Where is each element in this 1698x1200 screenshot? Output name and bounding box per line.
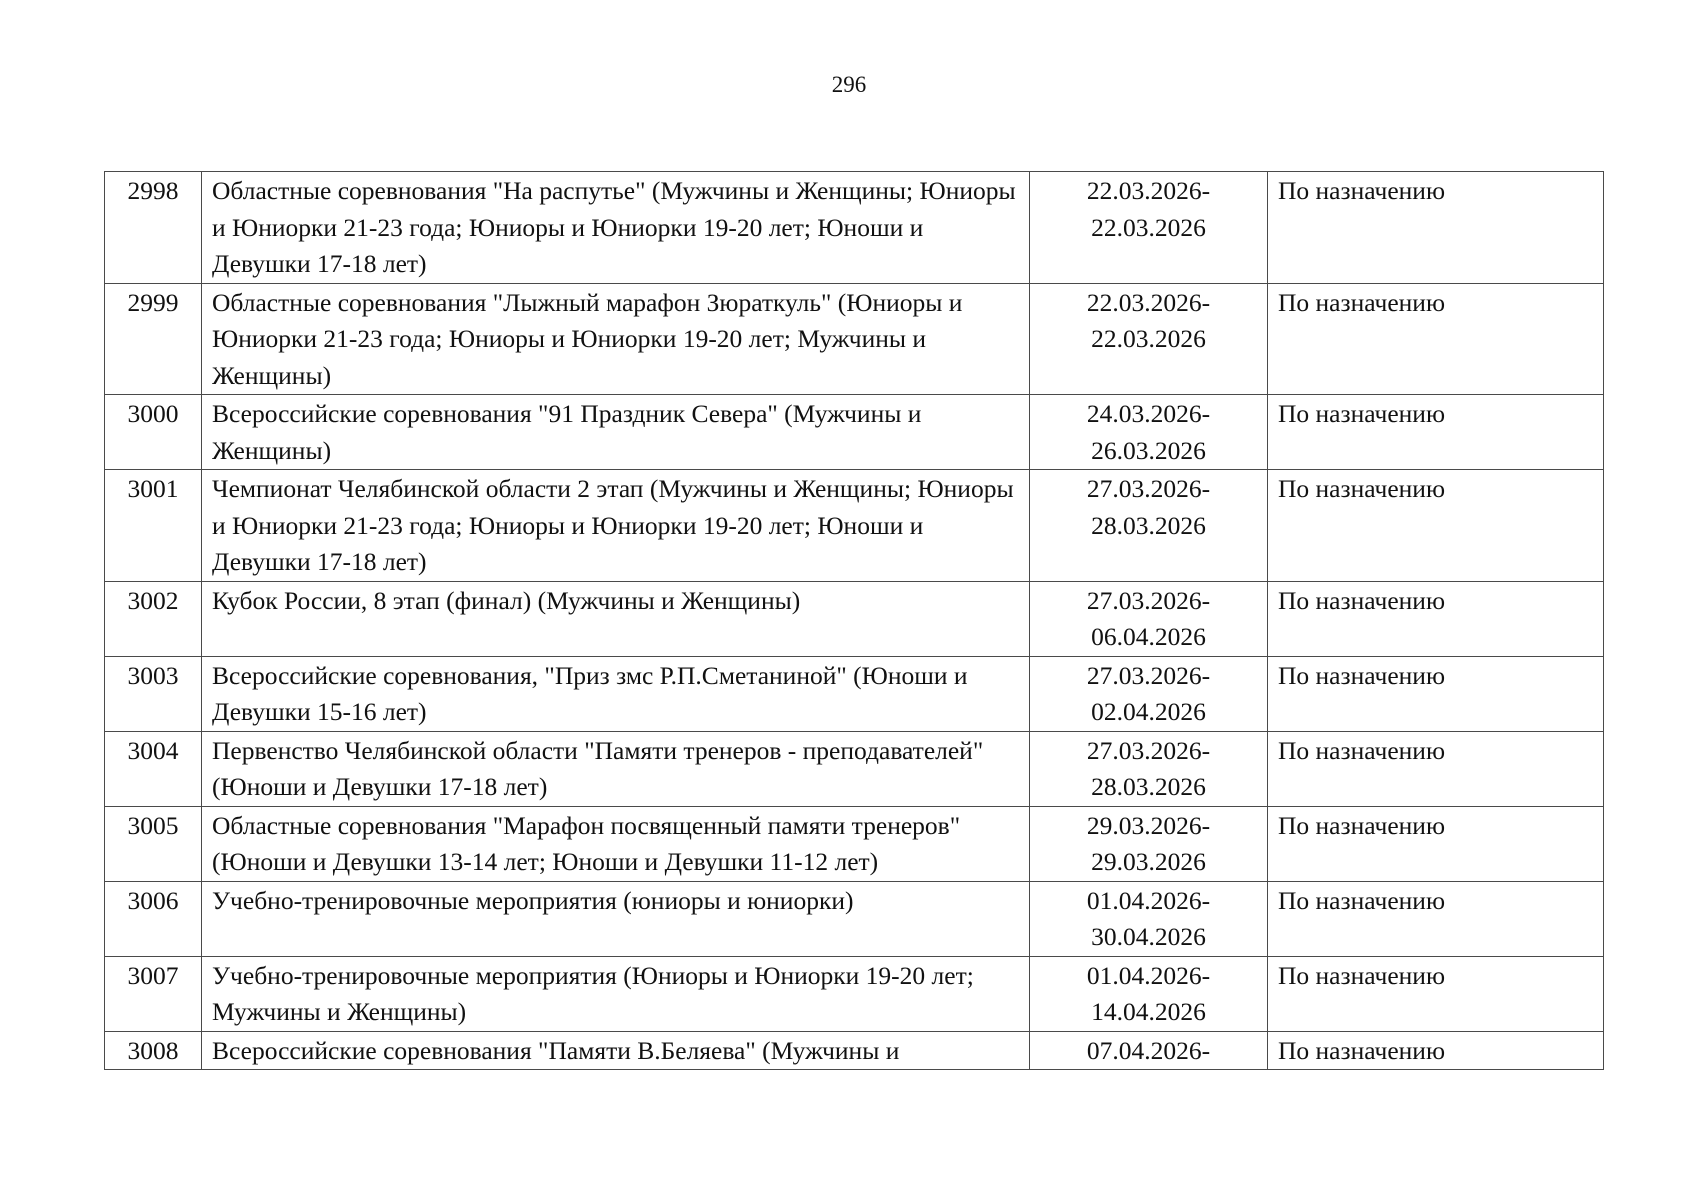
date-start: 27.03.2026- <box>1086 660 1211 690</box>
date-end: 02.04.2026 <box>1091 697 1206 726</box>
event-note: По назначению <box>1268 1031 1604 1070</box>
event-dates <box>1030 806 1268 881</box>
event-name: Чемпионат Челябинской области 2 этап (Мужчины и Женщины; Юниоры и Юниорки 21-23 года; Юниоры и Юниорки 19-20 лет; Юноши и Девушки 17-18 лет) <box>202 470 1030 582</box>
event-note: По назначению <box>1268 172 1604 284</box>
table-row <box>105 1031 1604 1070</box>
event-dates <box>1030 172 1268 284</box>
date-start: 29.03.2026- <box>1086 810 1211 840</box>
table-row <box>105 731 1604 806</box>
table-row <box>105 656 1604 731</box>
row-number: 3005 <box>105 806 202 881</box>
event-note: По назначению <box>1268 731 1604 806</box>
date-end: 29.03.2026 <box>1091 847 1206 876</box>
table-row <box>105 581 1604 656</box>
row-number: 3000 <box>105 395 202 470</box>
row-number: 3002 <box>105 581 202 656</box>
table-row <box>105 806 1604 881</box>
event-dates <box>1030 395 1268 470</box>
event-dates <box>1030 656 1268 731</box>
event-name: Областные соревнования "Марафон посвященный памяти тренеров" (Юноши и Девушки 13-14 лет; Юноши и Девушки 11-12 лет) <box>202 806 1030 881</box>
events-table <box>104 171 1604 1070</box>
event-name: Учебно-тренировочные мероприятия (Юниоры и Юниорки 19-20 лет; Мужчины и Женщины) <box>202 956 1030 1031</box>
date-end: 14.04.2026 <box>1091 997 1206 1026</box>
date-start: 07.04.2026- <box>1086 1035 1211 1065</box>
event-note: По назначению <box>1268 283 1604 395</box>
event-note: По назначению <box>1268 395 1604 470</box>
date-end: 22.03.2026 <box>1091 324 1206 353</box>
table-row <box>105 172 1604 284</box>
row-number: 3004 <box>105 731 202 806</box>
row-number: 3001 <box>105 470 202 582</box>
event-name: Кубок России, 8 этап (финал) (Мужчины и Женщины) <box>202 581 1030 656</box>
event-dates <box>1030 731 1268 806</box>
date-end: 06.04.2026 <box>1091 622 1206 651</box>
event-name: Всероссийские соревнования, "Приз змс Р.П.Сметаниной" (Юноши и Девушки 15-16 лет) <box>202 656 1030 731</box>
date-end: 26.03.2026 <box>1091 435 1206 465</box>
event-name: Областные соревнования "Лыжный марафон Зюраткуль" (Юниоры и Юниорки 21-23 года; Юниоры и Юниорки 19-20 лет; Мужчины и Женщины) <box>202 283 1030 395</box>
table-row <box>105 395 1604 470</box>
row-number: 3003 <box>105 656 202 731</box>
event-name: Всероссийские соревнования "Памяти В.Беляева" (Мужчины и <box>202 1031 1030 1070</box>
event-note: По назначению <box>1268 581 1604 656</box>
event-dates <box>1030 956 1268 1031</box>
event-name: Всероссийские соревнования "91 Праздник Севера" (Мужчины и Женщины) <box>202 395 1030 470</box>
row-number: 3007 <box>105 956 202 1031</box>
event-note: По назначению <box>1268 881 1604 956</box>
table-row <box>105 956 1604 1031</box>
event-note: По назначению <box>1268 470 1604 582</box>
event-dates <box>1030 470 1268 582</box>
date-end: 22.03.2026 <box>1091 212 1206 242</box>
date-end: 28.03.2026 <box>1091 772 1206 801</box>
event-note: По назначению <box>1268 656 1604 731</box>
row-number: 2998 <box>105 172 202 284</box>
event-note: По назначению <box>1268 806 1604 881</box>
date-start: 22.03.2026- <box>1086 176 1211 205</box>
date-start: 01.04.2026- <box>1086 885 1211 915</box>
row-number: 3008 <box>105 1031 202 1070</box>
event-name: Первенство Челябинской области "Памяти тренеров - преподавателей" (Юноши и Девушки 17-18 лет) <box>202 731 1030 806</box>
page-number: 296 <box>831 72 867 97</box>
table-row <box>105 470 1604 582</box>
date-end: 28.03.2026 <box>1091 510 1206 540</box>
event-dates <box>1030 1031 1268 1070</box>
date-start: 27.03.2026- <box>1086 585 1211 615</box>
event-dates <box>1030 881 1268 956</box>
date-end: 30.04.2026 <box>1091 922 1206 951</box>
row-number: 2999 <box>105 283 202 395</box>
event-note: По назначению <box>1268 956 1604 1031</box>
event-name: Учебно-тренировочные мероприятия (юниоры и юниорки) <box>202 881 1030 956</box>
event-dates <box>1030 581 1268 656</box>
date-start: 22.03.2026- <box>1086 287 1211 317</box>
event-name: Областные соревнования "На распутье" (Мужчины и Женщины; Юниоры и Юниорки 21-23 года; Юниоры и Юниорки 19-20 лет; Юноши и Девушки 17-18 лет) <box>202 172 1030 284</box>
event-dates <box>1030 283 1268 395</box>
table-row <box>105 881 1604 956</box>
date-start: 27.03.2026- <box>1086 474 1211 503</box>
date-start: 01.04.2026- <box>1086 960 1211 990</box>
row-number: 3006 <box>105 881 202 956</box>
date-start: 24.03.2026- <box>1086 399 1211 428</box>
date-start: 27.03.2026- <box>1086 735 1211 765</box>
table-row <box>105 283 1604 395</box>
